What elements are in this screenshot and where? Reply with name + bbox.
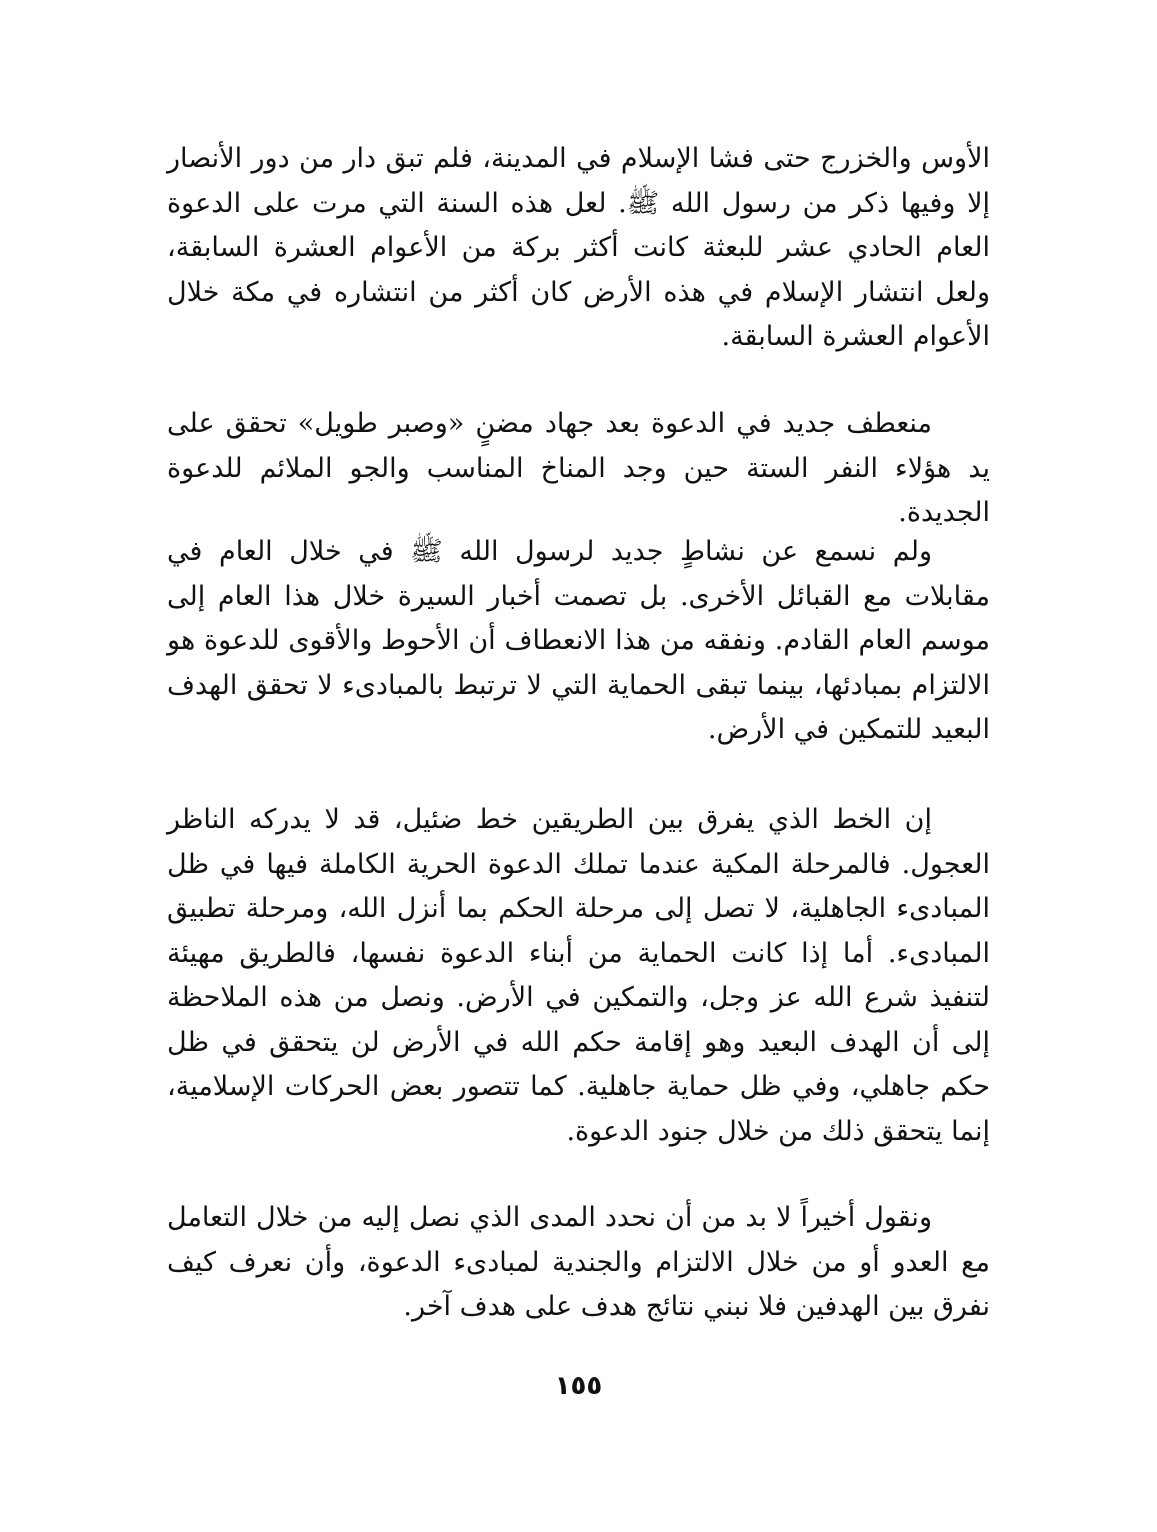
paragraph-continuation: الأوس والخزرج حتى فشا الإسلام في المدينة، فلم تبق دار من دور الأنصار إلا وفيها ذكر من رسول الله ﷺ. لعل هذه السنة التي مرت على الدعوة العام الحادي عشر للبعثة كانت أكثر بركة من الأعوام العشرة السابقة، ولعل انتشار الإسلام في هذه الأرض كان أكثر من انتشاره في مكة خلال الأعوام العشرة السابقة.: [167, 143, 990, 352]
paragraph-conclusion: ونقول أخيراً لا بد من أن نحدد المدى الذي نصل إليه من خلال التعامل مع العدو أو من خلال الالتزام والجندية لمبادىء الدعوة، وأن نعرف كيف نفرق بين الهدفين فلا نبني نتائج هدف على هدف آخر.: [167, 1202, 990, 1322]
paragraph-fine-line: إن الخط الذي يفرق بين الطريقين خط ضئيل، قد لا يدركه الناظر العجول. فالمرحلة المكية عندما تملك الدعوة الحرية الكاملة فيها في ظل المبادىء الجاهلية، لا تصل إلى مرحلة الحكم بما أنزل الله، ومرحلة تطبيق المبادىء. أما إذا كانت الحماية من أبناء الدعوة نفسها، فالطريق مهيئة لتنفيذ شرع الله عز وجل، والتمكين في الأرض. ونصل من هذه الملاحظة إلى أن الهدف البعيد وهو إقامة حكم الله في الأرض لن يتحقق في ظل حكم جاهلي، وفي ظل حماية جاهلية. كما تتصور بعض الحركات الإسلامية، إنما يتحقق ذلك من خلال جنود الدعوة.: [167, 804, 990, 1147]
paragraph-no-new-activity: ولم نسمع عن نشاطٍ جديد لرسول الله ﷺ في خلال العام في مقابلات مع القبائل الأخرى. بل تصمت أخبار السيرة خلال هذا العام إلى موسم العام القادم. ونفقه من هذا الانعطاف أن الأحوط والأقوى للدعوة هو الالتزام بمبادئها، بينما تبقى الحماية التي لا ترتبط بالمبادىء لا تحقق الهدف البعيد للتمكين في الأرض.: [167, 536, 990, 745]
page-number: ١٥٥: [554, 1371, 603, 1401]
paragraph-turning-point: منعطف جديد في الدعوة بعد جهاد مضنٍ «وصبر طويل» تحقق على يد هؤلاء النفر الستة حين وجد المناخ المناسب والجو الملائم للدعوة الجديدة.: [167, 408, 990, 528]
